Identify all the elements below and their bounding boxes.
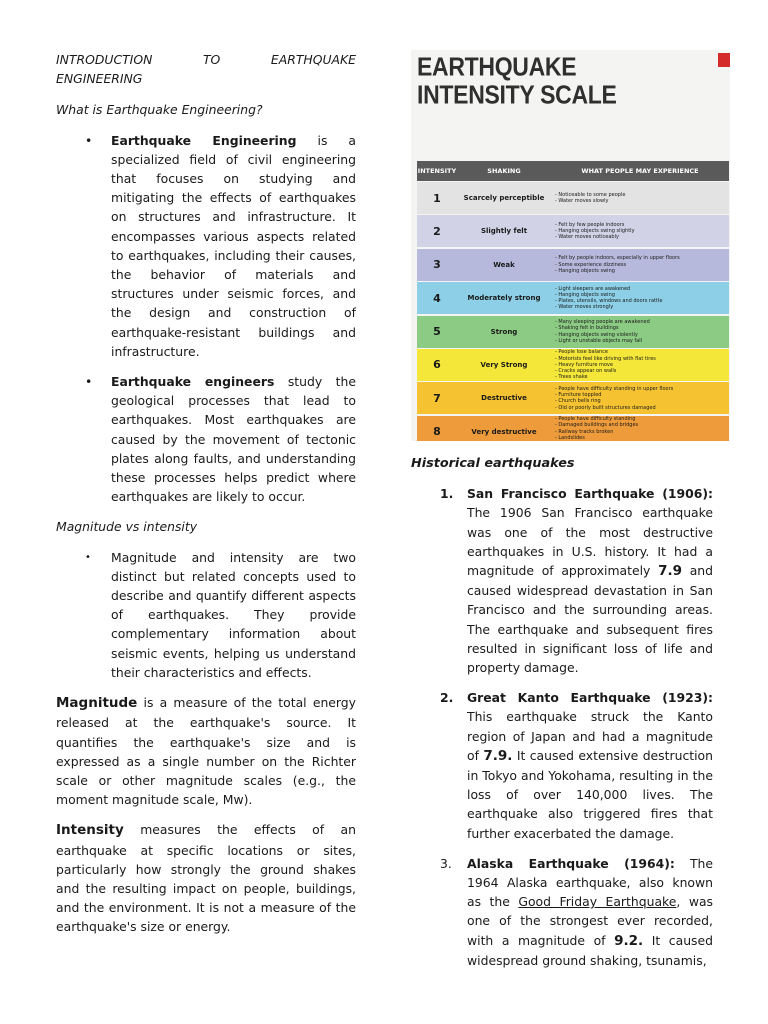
- intensity-lead: Intensity: [56, 822, 124, 839]
- scale-experience: [551, 349, 729, 381]
- bullet-text: is a specialized field of civil engineering that focuses on studying and mitigating the effects of earthquakes on structures and infrastructure. It encompasses various aspects related to earthquakes, including their causes, the behavior of materials and structures under seismic forces, and the design and construction of earthquake-resistant buildings and infrastructure.: [111, 132, 356, 359]
- experience-line: - Damaged buildings and bridges: [555, 422, 639, 429]
- experience-line: - Hanging objects swing slightly: [555, 228, 635, 235]
- experience-line: - Motorists feel like driving with flat tires: [555, 355, 656, 362]
- experience-line: - Water moves strongly: [555, 304, 614, 311]
- scale-row-1: [417, 182, 729, 214]
- scale-header-row: [417, 161, 729, 181]
- item-text: It caused extensive destruction in Tokyo and Yokohama, resulting in the loss of over 140,000 lives. The earthquake also triggered fires that further exacerbated the damage.: [467, 747, 713, 841]
- bullet-dot-icon: •: [85, 374, 93, 390]
- scale-title-line: INTENSITY SCALE: [417, 79, 617, 109]
- bullet-dot-icon: •: [85, 551, 91, 563]
- experience-line: - Landslides: [555, 434, 585, 441]
- scale-row-3: [417, 249, 729, 281]
- right-column: [411, 454, 713, 970]
- scale-experience: [551, 215, 729, 247]
- item-title: San Francisco Earthquake (1906):: [467, 486, 713, 502]
- scale-level: 2: [433, 224, 441, 238]
- bullet-lead: Earthquake Engineering: [111, 132, 297, 148]
- doc-title-line2: ENGINEERING: [56, 71, 143, 87]
- scale-level: 7: [433, 391, 441, 405]
- experience-line: - Felt by few people indoors: [555, 222, 625, 229]
- history-item-alaska: [411, 854, 713, 970]
- scale-row-2: [417, 215, 729, 247]
- scale-level: 1: [433, 191, 441, 205]
- scale-experience: [551, 416, 729, 441]
- item-text: This earthquake struck the Kanto region of Japan and had a magnitude of: [467, 709, 713, 763]
- scale-shaking: Strong: [490, 327, 518, 336]
- scale-shaking: Very Strong: [480, 360, 528, 369]
- experience-line: - Heavy furniture move: [555, 361, 613, 368]
- experience-line: - Hanging objects swing: [555, 267, 615, 274]
- scale-level: 6: [433, 358, 441, 372]
- title-word: EARTHQUAKE: [270, 52, 356, 67]
- scale-shaking: Weak: [493, 260, 515, 269]
- scale-level: 5: [433, 325, 441, 339]
- scale-shaking: Slightly felt: [480, 227, 528, 236]
- item-text: and caused widespread devastation in San Francisco and the surrounding areas. The earthquake and subsequent fires resulted in significant loss of life and property damage.: [467, 563, 713, 676]
- magnitude-vs-intensity-heading: Magnitude vs intensity: [56, 519, 198, 535]
- item-number: 1.: [440, 486, 454, 502]
- question-heading: What is Earthquake Engineering?: [56, 102, 263, 118]
- experience-line: - People lose balance: [555, 349, 608, 356]
- historical-heading: Historical earthquakes: [411, 456, 575, 471]
- bullet-earthquake-engineers: [56, 372, 356, 506]
- experience-line: - Church bells ring: [555, 398, 601, 405]
- experience-line: - Shaking felt in buildings: [555, 325, 619, 332]
- item-text: The 1964 Alaska earthquake, also known as the: [467, 855, 713, 910]
- item-text: It caused widespread ground shaking, tsunamis,: [467, 932, 713, 968]
- scale-row-4: [417, 282, 729, 314]
- experience-line: - Cracks appear on walls: [555, 368, 617, 375]
- bullet-dot-icon: •: [85, 132, 93, 148]
- bullet-lead: Earthquake engineers: [111, 374, 275, 390]
- left-column: [56, 50, 356, 937]
- intensity-scale-infographic: [411, 50, 730, 441]
- experience-line: - People have difficulty standing in upper floors: [555, 385, 674, 392]
- experience-line: - Hanging objects swing: [555, 291, 615, 298]
- scale-level: 8: [433, 425, 441, 439]
- scale-experience: [551, 316, 729, 348]
- doc-title-line1: [56, 50, 356, 69]
- item-text: , was one of the strongest ever recorded, with a magnitude of: [467, 894, 714, 948]
- scale-row-8: [417, 416, 729, 441]
- experience-line: - Light or unstable objects may fall: [555, 337, 643, 344]
- experience-line: - Old or poorly built structures damaged: [555, 404, 656, 411]
- experience-line: - Light sleepers are awakened: [555, 285, 631, 292]
- item-magnitude: 7.9: [658, 563, 682, 580]
- experience-line: - Some experience dizziness: [555, 261, 627, 268]
- item-magnitude: 7.9.: [483, 747, 513, 764]
- history-item-san-francisco: [411, 484, 713, 677]
- magnitude-lead: Magnitude: [56, 695, 138, 712]
- experience-line: - Water moves noticeably: [555, 234, 619, 241]
- bullet-magnitude-intensity: [56, 548, 356, 682]
- item-number: 3.: [440, 855, 452, 871]
- publisher-logo-icon: [718, 53, 730, 67]
- title-word: TO: [202, 52, 221, 67]
- magnitude-paragraph: [56, 693, 356, 809]
- scale-row-5: [417, 316, 729, 348]
- scale-experience: [551, 382, 729, 414]
- experience-line: - Railway tracks broken: [555, 428, 614, 435]
- experience-line: - Furniture toppled: [555, 392, 602, 399]
- experience-line: - Hanging objects swing violently: [555, 331, 638, 338]
- experience-line: - Water moves slowly: [555, 198, 609, 204]
- scale-level: 4: [433, 291, 441, 305]
- scale-experience: [551, 182, 729, 214]
- scale-rows: [417, 182, 729, 441]
- item-text: The 1906 San Francisco earthquake was one of the most destructive earthquakes in U.S. history. It had a magnitude of approximately: [467, 505, 713, 579]
- intensity-paragraph: [56, 820, 356, 936]
- good-friday-link[interactable]: Good Friday Earthquake: [518, 894, 677, 910]
- scale-title-line: EARTHQUAKE: [417, 51, 577, 81]
- bullet-text: Magnitude and intensity are two distinct but related concepts used to describe and quantify different aspects of earthquakes. They provide complementary information about seismic events, helping us understand their characteristics and effects.: [111, 549, 356, 680]
- scale-shaking: Moderately strong: [467, 294, 541, 303]
- bullet-earthquake-engineering: [56, 131, 356, 361]
- scale-shaking: Very destructive: [471, 427, 537, 436]
- item-magnitude: 9.2.: [614, 932, 644, 949]
- history-item-kanto: [411, 688, 713, 843]
- bullet-text: study the geological processes that lead to earthquakes. Most earthquakes are caused by the movement of tectonic plates along faults, and understanding these processes helps predict where earthquakes are likely to occur.: [111, 374, 357, 505]
- experience-line: - Plates, utensils, windows and doors rattle: [555, 298, 663, 305]
- experience-line: - Trees shake: [555, 374, 588, 381]
- header-intensity: INTENSITY: [417, 167, 457, 175]
- title-word: INTRODUCTION: [56, 52, 153, 67]
- header-experience: WHAT PEOPLE MAY EXPERIENCE: [581, 167, 699, 175]
- experience-line: - Noticeable to some people: [555, 191, 626, 198]
- scale-row-7: [417, 382, 729, 414]
- experience-line: - Felt by people indoors, especially in upper floors: [555, 255, 680, 262]
- scale-experience: [551, 282, 729, 314]
- item-number: 2.: [440, 690, 454, 706]
- experience-line: - Many sleeping people are awakened: [555, 319, 650, 326]
- scale-shaking: Destructive: [481, 394, 527, 403]
- item-title: Alaska Earthquake (1964):: [467, 855, 675, 871]
- scale-experience: [551, 249, 729, 281]
- paragraph-text: measures the effects of an earthquake at specific locations or sites, particularly how strongly the ground shakes and the resulting impact on people, buildings, and the environment. It is not a measure of the earthquake's size or energy.: [56, 822, 356, 935]
- scale-title: [417, 53, 617, 109]
- scale-shaking: Scarcely perceptible: [463, 194, 545, 202]
- scale-row-6: [417, 349, 729, 381]
- header-shaking: SHAKING: [487, 167, 521, 175]
- item-title: Great Kanto Earthquake (1923):: [467, 690, 713, 706]
- experience-line: - People have difficulty standing: [555, 416, 636, 423]
- paragraph-text: is a measure of the total energy released at the earthquake's source. It quantifies the earthquake's size and is expressed as a single number on the Richter scale or other magnitude scales (e.g., the moment magnitude scale, Mw).: [56, 695, 356, 808]
- scale-level: 3: [433, 258, 441, 272]
